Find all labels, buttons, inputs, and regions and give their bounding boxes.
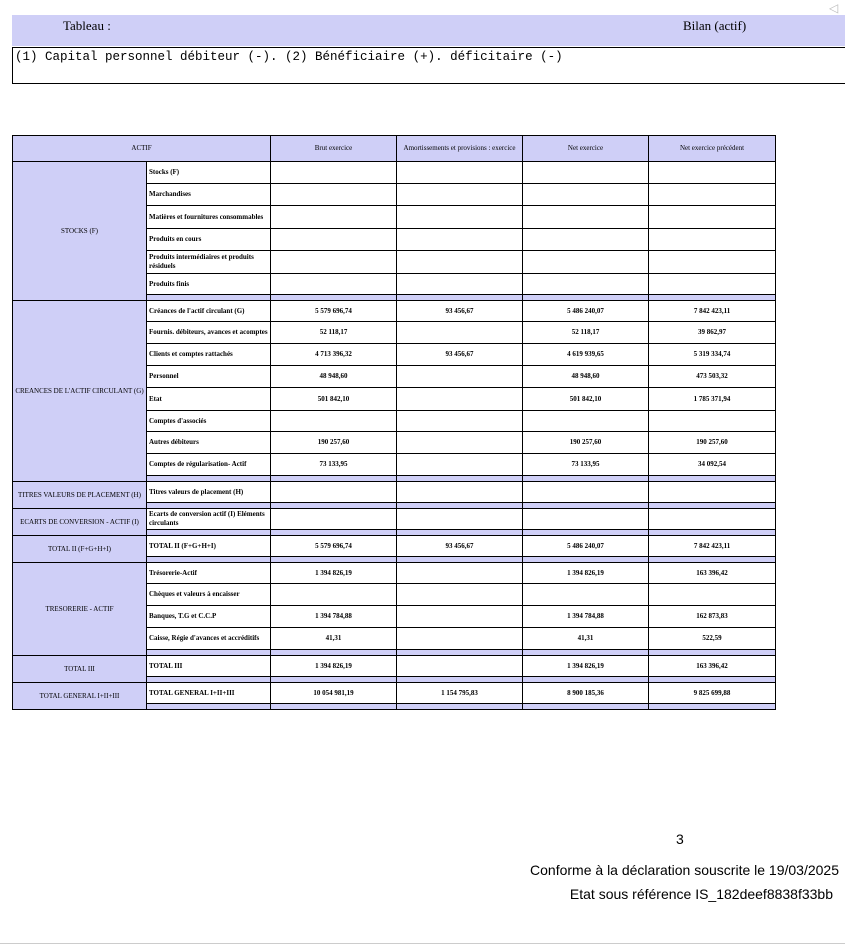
- cell-brut: 1 394 784,88: [271, 606, 397, 628]
- cell-brut: 1 394 826,19: [271, 656, 397, 677]
- cell-brut: 501 842,10: [271, 388, 397, 411]
- cell-amort: [397, 206, 523, 229]
- row-label: Banques, T.G et C.C.P: [147, 606, 271, 628]
- section-label: CREANCES DE L'ACTIF CIRCULANT (G): [13, 301, 147, 482]
- cell-brut: [271, 229, 397, 251]
- cell-brut: [271, 251, 397, 274]
- table-title: Bilan (actif): [683, 18, 747, 33]
- cell-prev: 7 842 423,11: [649, 536, 776, 557]
- balance-sheet-table: [12, 135, 776, 710]
- note-text: (1) Capital personnel débiteur (-). (2) Bénéficiaire (+). déficitaire (-): [15, 50, 563, 64]
- cell-prev: [649, 229, 776, 251]
- cell-prev: 34 092,54: [649, 454, 776, 476]
- cell-prev: 1 785 371,94: [649, 388, 776, 411]
- cell-net: [523, 274, 649, 295]
- section-label: TRESORERIE - ACTIF: [13, 563, 147, 656]
- col-header-net: Net exercice: [523, 136, 649, 162]
- cell-net: [523, 184, 649, 206]
- spacer-cell: [147, 704, 271, 710]
- section-label: TOTAL III: [13, 656, 147, 683]
- bottom-divider: [0, 943, 845, 944]
- conformity-text: Conforme à la déclaration souscrite le 19/03/2025: [530, 862, 839, 878]
- cell-prev: 522,59: [649, 628, 776, 650]
- row-label: Créances de l'actif circulant (G): [147, 301, 271, 322]
- title-bar: [12, 15, 845, 46]
- row-label: TOTAL GENERAL I+II+III: [147, 683, 271, 704]
- cell-brut: [271, 411, 397, 432]
- table-header-row: [13, 136, 776, 162]
- cell-net: 1 394 784,88: [523, 606, 649, 628]
- cell-brut: 5 579 696,74: [271, 536, 397, 557]
- cell-net: 73 133,95: [523, 454, 649, 476]
- cell-brut: 73 133,95: [271, 454, 397, 476]
- cell-net: 41,31: [523, 628, 649, 650]
- table-row: [13, 683, 776, 704]
- section-label: TITRES VALEURS DE PLACEMENT (H): [13, 482, 147, 509]
- row-label: Comptes d'associés: [147, 411, 271, 432]
- cell-prev: [649, 274, 776, 295]
- cell-net: 1 394 826,19: [523, 656, 649, 677]
- section-label: TOTAL II (F+G+H+I): [13, 536, 147, 563]
- cell-brut: [271, 206, 397, 229]
- cell-amort: [397, 656, 523, 677]
- cell-amort: [397, 628, 523, 650]
- cell-amort: [397, 274, 523, 295]
- row-label: TOTAL III: [147, 656, 271, 677]
- cell-brut: [271, 274, 397, 295]
- cell-brut: 41,31: [271, 628, 397, 650]
- cell-prev: [649, 584, 776, 606]
- cell-brut: 190 257,60: [271, 432, 397, 454]
- cell-brut: 52 118,17: [271, 322, 397, 344]
- cell-prev: 7 842 423,11: [649, 301, 776, 322]
- cell-amort: [397, 251, 523, 274]
- cell-amort: [397, 563, 523, 584]
- cell-amort: 93 456,67: [397, 344, 523, 366]
- cell-amort: [397, 184, 523, 206]
- row-label: Ecarts de conversion actif (I) Eléments circulants: [147, 509, 271, 530]
- col-header-prev: Net exercice précédent: [649, 136, 776, 162]
- cell-prev: 163 396,42: [649, 656, 776, 677]
- cell-brut: 48 948,60: [271, 366, 397, 388]
- cell-net: [523, 584, 649, 606]
- cell-prev: [649, 251, 776, 274]
- cell-brut: 4 713 396,32: [271, 344, 397, 366]
- spacer-cell: [271, 704, 397, 710]
- cell-prev: 473 503,32: [649, 366, 776, 388]
- page-number: 3: [676, 831, 684, 847]
- table-row: [13, 301, 776, 322]
- row-label: Comptes de régularisation- Actif: [147, 454, 271, 476]
- table-row: [13, 509, 776, 530]
- cell-prev: [649, 411, 776, 432]
- cell-net: [523, 162, 649, 184]
- row-label: Fournis. débiteurs, avances et acomptes: [147, 322, 271, 344]
- cell-amort: [397, 606, 523, 628]
- row-label: Trésorerie-Actif: [147, 563, 271, 584]
- cell-amort: [397, 482, 523, 503]
- cell-amort: 1 154 795,83: [397, 683, 523, 704]
- cell-net: 501 842,10: [523, 388, 649, 411]
- row-label: Caisse, Régie d'avances et accréditifs: [147, 628, 271, 650]
- cell-prev: 5 319 334,74: [649, 344, 776, 366]
- row-label: Clients et comptes rattachés: [147, 344, 271, 366]
- row-label: Personnel: [147, 366, 271, 388]
- cell-amort: [397, 162, 523, 184]
- row-label: Autres débiteurs: [147, 432, 271, 454]
- row-label: Etat: [147, 388, 271, 411]
- cell-prev: [649, 184, 776, 206]
- cell-net: 1 394 826,19: [523, 563, 649, 584]
- spacer-cell: [397, 704, 523, 710]
- spacer-cell: [649, 704, 776, 710]
- cell-brut: [271, 584, 397, 606]
- table-label: Tableau :: [63, 18, 111, 33]
- row-label: Produits finis: [147, 274, 271, 295]
- note-box: [12, 47, 845, 84]
- row-label: Marchandises: [147, 184, 271, 206]
- table-row: [13, 536, 776, 557]
- col-header-amort: Amortissements et provisions : exercice: [397, 136, 523, 162]
- cell-net: [523, 229, 649, 251]
- cell-net: 8 900 185,36: [523, 683, 649, 704]
- row-label: Matières et fournitures consommables: [147, 206, 271, 229]
- cell-brut: [271, 482, 397, 503]
- cell-prev: 39 862,97: [649, 322, 776, 344]
- cell-net: 5 486 240,07: [523, 301, 649, 322]
- cell-amort: [397, 411, 523, 432]
- cell-brut: 5 579 696,74: [271, 301, 397, 322]
- row-label: Produits en cours: [147, 229, 271, 251]
- col-header-brut: Brut exercice: [271, 136, 397, 162]
- cell-amort: [397, 432, 523, 454]
- cell-prev: 9 825 699,88: [649, 683, 776, 704]
- cell-net: [523, 411, 649, 432]
- cell-amort: [397, 366, 523, 388]
- cell-prev: [649, 162, 776, 184]
- cell-amort: [397, 584, 523, 606]
- row-label: TOTAL II (F+G+H+I): [147, 536, 271, 557]
- table-row: [13, 162, 776, 184]
- table-row: [13, 656, 776, 677]
- row-label: Stocks (F): [147, 162, 271, 184]
- col-header-actif: ACTIF: [13, 136, 271, 162]
- cell-brut: 1 394 826,19: [271, 563, 397, 584]
- cell-amort: [397, 509, 523, 530]
- cell-amort: 93 456,67: [397, 301, 523, 322]
- cell-prev: [649, 206, 776, 229]
- cell-net: 190 257,60: [523, 432, 649, 454]
- reference-text: Etat sous référence IS_182deef8838f33bb: [569, 886, 833, 902]
- cell-amort: [397, 388, 523, 411]
- cell-amort: [397, 454, 523, 476]
- cell-brut: [271, 184, 397, 206]
- spacer-cell: [523, 704, 649, 710]
- section-label: ECARTS DE CONVERSION - ACTIF (I): [13, 509, 147, 536]
- cell-prev: [649, 482, 776, 503]
- cell-net: [523, 509, 649, 530]
- cell-amort: 93 456,67: [397, 536, 523, 557]
- table-row: [13, 482, 776, 503]
- cell-net: 5 486 240,07: [523, 536, 649, 557]
- collapse-arrow-icon[interactable]: ◁: [829, 1, 839, 15]
- section-label: STOCKS (F): [13, 162, 147, 301]
- cell-net: [523, 251, 649, 274]
- cell-net: [523, 482, 649, 503]
- cell-net: 4 619 939,65: [523, 344, 649, 366]
- section-label: TOTAL GENERAL I+II+III: [13, 683, 147, 710]
- cell-amort: [397, 229, 523, 251]
- table-row: [13, 563, 776, 584]
- cell-brut: 10 054 981,19: [271, 683, 397, 704]
- row-label: Produits intermédiaires et produits résiduels: [147, 251, 271, 274]
- cell-net: [523, 206, 649, 229]
- cell-amort: [397, 322, 523, 344]
- cell-prev: 190 257,60: [649, 432, 776, 454]
- cell-brut: [271, 162, 397, 184]
- cell-brut: [271, 509, 397, 530]
- row-label: Titres valeurs de placement (H): [147, 482, 271, 503]
- row-label: Chèques et valeurs à encaisser: [147, 584, 271, 606]
- cell-prev: 162 873,83: [649, 606, 776, 628]
- cell-net: 52 118,17: [523, 322, 649, 344]
- cell-net: 48 948,60: [523, 366, 649, 388]
- cell-prev: [649, 509, 776, 530]
- cell-prev: 163 396,42: [649, 563, 776, 584]
